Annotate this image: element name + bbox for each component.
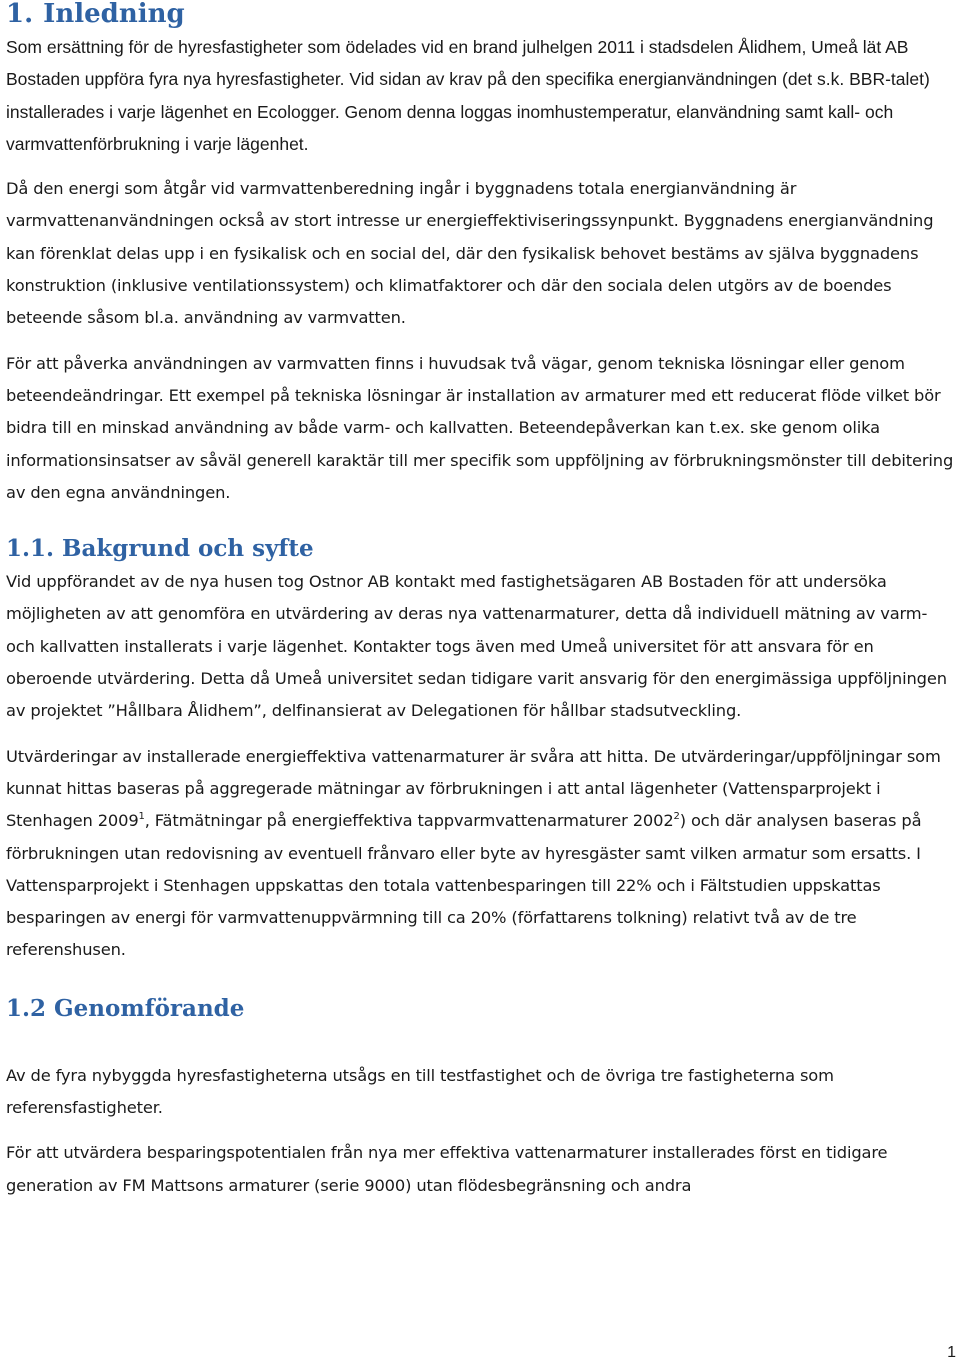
document-page	[6, 0, 956, 1202]
paragraph-influence: För att påverka användningen av varmvatten finns i huvudsak två vägar, genom tekniska lösningar eller genom beteendeändringar. Ett exempel på tekniska lösningar är installation av armaturer med ett reducerat flöde vilket bör bidra till en minskad användning av både varm- och kallvatten. Beteendepåverkan kan t.ex. ske genom olika informationsinsatser av såväl generell karaktär till mer specifik som uppföljning av förbrukningsmönster till debitering av den egna användningen.	[6, 353, 954, 502]
heading-bakgrund: 1.1. Bakgrund och syfte	[6, 535, 314, 563]
paragraph-evaluations: Utvärderingar av installerade energieffektiva vattenarmaturer är svåra att hitta. De utvärderingar/uppföljningar som kunnat hittas baseras på aggregerade mätningar av förbrukningen i att antal lägenheter (Vattensparprojekt i Stenhagen 2009$^1$, Fätmätningar på energieffektiva tappvarmvattenarmaturer 2002$^2$) och där analysen baseras på förbrukningen utan redovisning av eventuell frånvaro eller byte av hyresgäster samt vilken armatur som ersatts. I Vattensparprojekt i Stenhagen uppskattas den totala vattenbesparingen till 22% och i Fältstudien uppskattas besparingen av energi för varmvattenuppvärmning till ca 20% (författarens tolkning) relativt två av de tre referenshusen.	[6, 746, 941, 960]
heading-inledning	[6, 0, 956, 29]
paragraph-background: Vid uppförandet av de nya husen tog Ostnor AB kontakt med fastighetsägaren AB Bostaden för att undersöka möjligheten av att genomföra en utvärdering av deras nya vattenarmaturer, detta då individuell mätning av varm- och kallvatten installerats i varje lägenhet. Kontakter togs även med Umeå universitet för att ansvara för en oberoende utvärdering. Detta då Umeå universitet sedan tidigare varit ansvarig för den energimässiga uppföljningen av projektet ”Hållbara Ålidhem”, delfinansierat av Delegationen för hållbar stadsutveckling.	[6, 572, 947, 721]
page-number: 1	[947, 1344, 956, 1361]
heading-genomforande: 1.2 Genomförande	[6, 994, 245, 1022]
heading-number: 1.	[6, 0, 34, 29]
paragraph-intro: Som ersättning för de hyresfastigheter som ödelades vid en brand julhelgen 2011 i stadsdelen Ålidhem, Umeå lät AB Bostaden uppföra fyra nya hyresfastigheter. Vid sidan av krav på den specifika energianvändningen (det s.k. BBR-talet) installerades i varje lägenhet en Ecologger. Genom denna loggas inomhustemperatur, elanvändning samt kall- och varmvattenförbrukning i varje lägenhet.	[6, 37, 930, 154]
footnote-ref-2[interactable]: 2	[673, 811, 680, 823]
paragraph-fixtures: För att utvärdera besparingspotentialen från nya mer effektiva vattenarmaturer installerades först en tidigare generation av FM Mattsons armaturer (serie 9000) utan flödesbegränsning och andra	[6, 1143, 888, 1195]
footnote-ref-1[interactable]: 1	[138, 811, 145, 823]
paragraph-energy: Då den energi som åtgår vid varmvattenberedning ingår i byggnadens totala energianvändning är varmvattenanvändningen också av stort intresse ur energieffektiviseringssynpunkt. Byggnadens energianvändning kan förenklat delas upp i en fysikalisk och en social del, där den fysikalisk behovet bestäms av själva byggnadens konstruktion (inklusive ventilationssystem) och klimatfaktorer och där den sociala delen utgörs av de boendes beteende såsom bl.a. användning av varmvatten.	[6, 179, 934, 328]
heading-title: Inledning	[43, 0, 185, 29]
paragraph-test-property: Av de fyra nybyggda hyresfastigheterna utsågs en till testfastighet och de övriga tre fastigheterna som referensfastigheter.	[6, 1065, 834, 1118]
